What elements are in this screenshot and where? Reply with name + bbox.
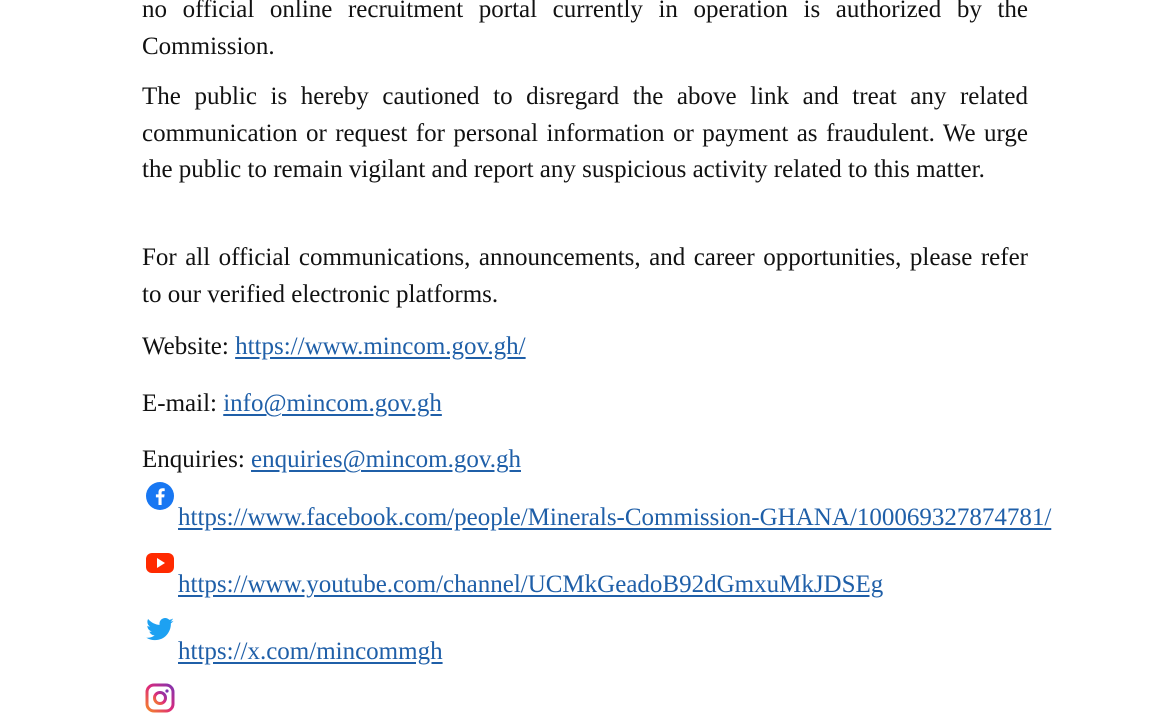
youtube-link[interactable]: https://www.youtube.com/channel/UCMkGeadoB92dGmxuMkJDSEg xyxy=(178,571,884,598)
paragraph-caution: The public is hereby cautioned to disregard the above link and treat any related communication or request for personal information or payment as fraudulent. We urge the public to remain vigilant and report any suspicious activity related to this matter. xyxy=(142,83,1028,183)
paragraph-authorization-line1: no official online recruitment portal currently in operation is authorized by the xyxy=(142,0,1028,23)
instagram-icon[interactable] xyxy=(145,683,175,713)
youtube-icon[interactable] xyxy=(145,548,175,578)
paragraph-authorization-line2: Commission. xyxy=(142,32,275,60)
email-line xyxy=(142,389,442,419)
twitter-icon[interactable] xyxy=(145,615,175,645)
enquiries-link[interactable]: enquiries@mincom.gov.gh xyxy=(251,446,521,473)
email-link[interactable]: info@mincom.gov.gh xyxy=(223,390,442,417)
enquiries-label: Enquiries: xyxy=(142,446,252,473)
paragraph-official-platforms: For all official communications, announcements, and career opportunities, please refer to our verified electronic platforms. xyxy=(142,244,1028,308)
paragraph-authorization xyxy=(142,0,1028,65)
email-label: E-mail: xyxy=(142,390,224,417)
twitter-link[interactable]: https://x.com/mincommgh xyxy=(178,638,443,665)
facebook-link[interactable]: https://www.facebook.com/people/Minerals-Commission-GHANA/100069327874781/ xyxy=(178,504,1052,531)
website-line xyxy=(142,332,526,362)
website-label: Website: xyxy=(142,333,236,360)
enquiries-line xyxy=(142,445,521,475)
website-link[interactable]: https://www.mincom.gov.gh/ xyxy=(235,333,526,360)
facebook-icon[interactable] xyxy=(145,481,175,511)
